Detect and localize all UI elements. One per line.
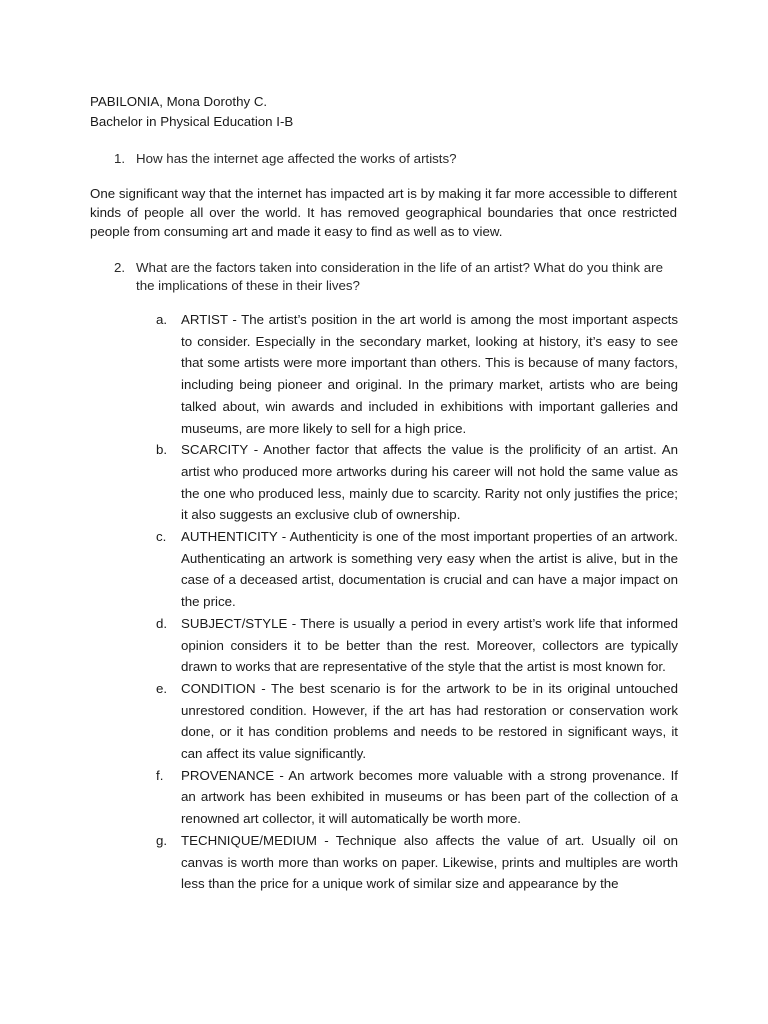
list-item-text: SCARCITY - Another factor that affects the value is the prolificity of an artist. An artist who produced more artworks during his career will not hold the same value as the one who produced less, mainly due to scarcity. Rarity not only justifies the price; it also suggests an exclusive club of ownership.	[181, 442, 678, 523]
student-name: PABILONIA, Mona Dorothy C.	[90, 94, 268, 109]
list-item-letter: a.	[156, 312, 168, 327]
list-item-letter: f.	[156, 767, 164, 783]
list-item-text: CONDITION - The best scenario is for the artwork to be in its original untouched unrestored condition. However, if the art has had restoration or conservation work done, or it has condition problems and needs to be restored in significant ways, it can affect its value significantly.	[181, 680, 678, 762]
student-course: Bachelor in Physical Education I-B	[90, 114, 294, 129]
list-item-letter: d.	[156, 615, 168, 631]
list-item-scarcity	[156, 439, 678, 526]
question-1-text: How has the internet age affected the works of artists?	[136, 151, 457, 166]
question-2-number: 2.	[114, 260, 126, 275]
list-item-letter: b.	[156, 442, 168, 458]
list-item-authenticity	[156, 526, 678, 613]
list-item-text: ARTIST - The artist’s position in the art world is among the most important aspects to consider. Especially in the secondary market, looking at history, it’s easy to see that some artists were more important than others. This is because of many factors, including being pioneer and original. In the primary market, artists who are being talked about, win awards and included in exhibitions with important galleries and museums, are more likely to sell for a high price.	[181, 312, 678, 436]
answer-1-paragraph: One significant way that the internet has impacted art is by making it far more accessible to different kinds of people all over the world. It has removed geographical boundaries that once restricted people from consuming art and made it easy to find as well as to view.	[90, 186, 677, 239]
list-item-technique-medium	[156, 830, 678, 895]
factors-list	[156, 309, 678, 895]
question-1	[114, 150, 678, 168]
list-item-subject-style	[156, 613, 678, 678]
list-item-letter: g.	[156, 832, 168, 848]
list-item-letter: c.	[156, 529, 167, 545]
list-item-text: TECHNIQUE/MEDIUM - Technique also affects the value of art. Usually oil on canvas is worth more than works on paper. Likewise, prints and multiples are worth less than the price for a unique work of similar size and appearance by the	[181, 832, 678, 892]
list-item-letter: e.	[156, 680, 168, 696]
list-item-text: PROVENANCE - An artwork becomes more valuable with a strong provenance. If an artwork has been exhibited in museums or has been part of the collection of a renowned art collector, it will automatically be worth more.	[181, 767, 678, 827]
question-2-text: What are the factors taken into consideration in the life of an artist? What do you think are the implications of these in their lives?	[136, 260, 663, 293]
question-2	[114, 259, 678, 295]
document-header	[90, 92, 293, 132]
list-item-provenance	[156, 765, 678, 830]
list-item-condition	[156, 678, 678, 765]
list-item-text: SUBJECT/STYLE - There is usually a period in every artist’s work life that informed opinion considers it to be better than the rest. Moreover, collectors are typically drawn to works that are representative of the style that the artist is most known for.	[181, 615, 678, 675]
question-1-number: 1.	[114, 151, 126, 166]
list-item-text: AUTHENTICITY - Authenticity is one of the most important properties of an artwork. Authenticating an artwork is something very easy when the artist is alive, but in the case of a deceased artist, documentation is crucial and can have a major impact on the price.	[181, 529, 678, 610]
list-item-artist	[156, 309, 678, 439]
